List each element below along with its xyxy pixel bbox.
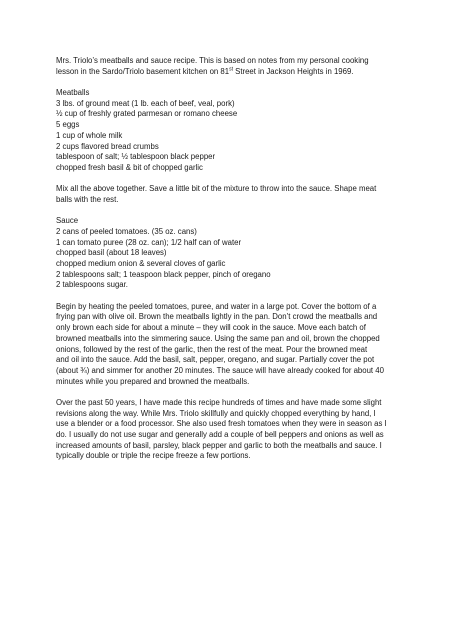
ingredient-item: tablespoon of salt; ½ tablespoon black pepper (56, 152, 216, 162)
ingredient-item: 2 tablespoons sugar. (56, 280, 128, 290)
paragraph-line: increased amounts of basil, parsley, black pepper and garlic to both the meatballs and sauce. I (56, 440, 382, 450)
ingredient-item: 2 cans of peeled tomatoes. (35 oz. cans) (56, 226, 197, 236)
meatballs-heading: Meatballs (56, 88, 90, 97)
intro-line: Mrs. Triolo’s meatballs and sauce recipe. This is based on notes from my personal cooking (56, 56, 369, 65)
paragraph-line: browned meatballs into the simmering sauce. Using the same pan and oil, brown the chopped (56, 333, 380, 343)
ingredient-item: 1 can tomato puree (28 oz. can); 1/2 half can of water (56, 237, 242, 247)
paragraph-line: frying pan with olive oil. Brown the meatballs lightly in the pan. Don’t crowd the meatballs and (56, 312, 378, 322)
paragraph-line: Over the past 50 years, I have made this recipe hundreds of times and have made some slight (56, 397, 382, 407)
recipe-document (56, 56, 422, 473)
ingredient-item: 2 cups flavored bread crumbs (56, 141, 159, 151)
ingredient-item: 2 tablespoons salt; 1 teaspoon black pepper, pinch of oregano (56, 269, 271, 279)
paragraph-line: revisions along the way. While Mrs. Triolo skillfully and quickly chopped everything by hand, I (56, 408, 376, 418)
method-paragraph (56, 302, 422, 388)
paragraph-line: Begin by heating the peeled tomatoes, puree, and water in a large pot. Cover the bottom of a (56, 301, 377, 311)
closing-paragraph (56, 398, 422, 462)
intro-text: lesson in the Sardo/Triolo basement kitchen on 81 (56, 66, 230, 76)
paragraph-line: (about ¾) and simmer for another 20 minutes. The sauce will have already cooked for about 40 (56, 365, 384, 375)
paragraph-line: and oil into the sauce. Add the basil, salt, pepper, oregano, and sugar. Partially cover the pot (56, 355, 375, 365)
paragraph-line: onions, followed by the rest of the garlic, then the rest of the meat. Pour the browned meat (56, 344, 368, 354)
ingredient-item: 5 eggs (56, 120, 80, 130)
sauce-ingredients (56, 216, 422, 291)
ingredient-item: chopped basil (about 18 leaves) (56, 248, 167, 258)
mix-paragraph (56, 184, 422, 205)
ingredient-item: ½ cup of freshly grated parmesan or romano cheese (56, 109, 238, 119)
sauce-heading: Sauce (56, 216, 79, 226)
intro-line (56, 67, 422, 78)
paragraph-line: use a blender or a food processor. She also used fresh tomatoes when they were in season as I (56, 419, 387, 429)
paragraph-line: do. I usually do not use sugar and generally add a couple of bell peppers and onions as well as (56, 430, 384, 440)
meatballs-ingredients (56, 88, 422, 174)
intro-text: Street in Jackson Heights in 1969. (232, 66, 354, 76)
intro-paragraph (56, 56, 422, 77)
ingredient-item: 1 cup of whole milk (56, 130, 123, 140)
ingredient-item: 3 lbs. of ground meat (1 lb. each of beef, veal, pork) (56, 98, 235, 108)
paragraph-line: minutes while you prepared and browned the meatballs. (56, 376, 250, 386)
ingredient-item: chopped medium onion & several cloves of garlic (56, 259, 226, 269)
ingredient-item: chopped fresh basil & bit of chopped garlic (56, 162, 203, 172)
paragraph-line: typically double or triple the recipe freeze a few portions. (56, 451, 251, 461)
paragraph-line: balls with the rest. (56, 194, 119, 204)
paragraph-line: Mix all the above together. Save a little bit of the mixture to throw into the sauce. Shape meat (56, 184, 377, 194)
paragraph-line: only brown each side for about a minute – they will cook in the sauce. Move each batch of (56, 323, 366, 333)
ordinal-suffix: st (229, 66, 233, 73)
